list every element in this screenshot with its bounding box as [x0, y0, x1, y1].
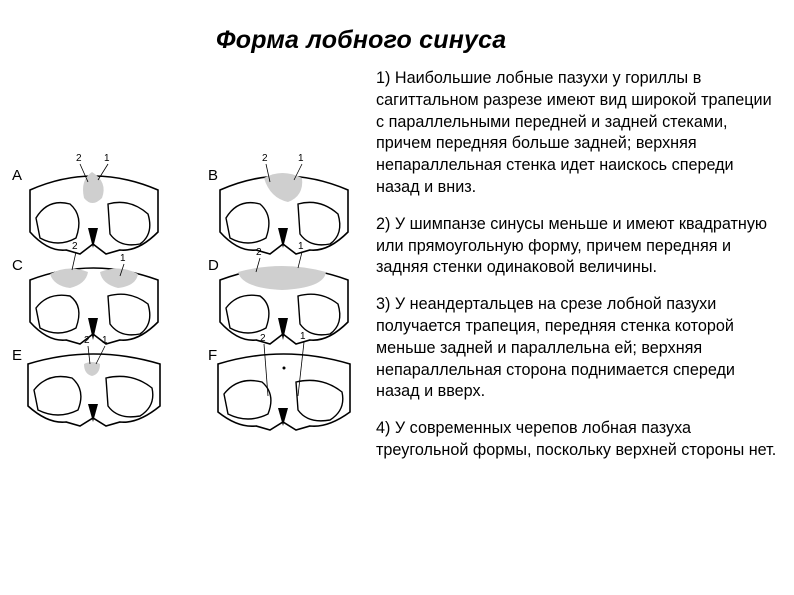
- text-column: [376, 68, 780, 477]
- paragraph-chimpanzee: 2) У шимпанзе синусы меньше и имеют квадратную или прямоугольную форму, причем передняя и задняя стенки одинаковой величины.: [376, 214, 768, 277]
- panel-label: E: [12, 347, 23, 364]
- skull-section-drawing: [8, 336, 178, 444]
- skull-section-drawing: [8, 242, 178, 350]
- marker-2: 2: [256, 247, 262, 258]
- marker-1: 1: [120, 253, 126, 264]
- marker-2: 2: [72, 241, 78, 252]
- marker-2: 2: [76, 153, 82, 164]
- paragraph-neanderthal: 3) У неандертальцев на срезе лобной пазухи получается трапеция, передняя стенка которой меньше задней и параллельна ей; верхняя непараллельная сторона поднимается спереди назад и вверх.: [376, 295, 735, 401]
- panel-f: [198, 331, 368, 444]
- marker-2: 2: [84, 335, 90, 346]
- panel-label: F: [208, 347, 218, 364]
- slide-title: Форма лобного синуса: [216, 26, 507, 54]
- marker-1: 1: [104, 153, 110, 164]
- frontal-sinus-figure: [0, 140, 360, 580]
- skull-section-drawing: [198, 242, 368, 350]
- panel-c: [8, 242, 178, 350]
- skull-section-drawing: [198, 333, 368, 444]
- marker-1: 1: [298, 153, 304, 164]
- marker-2: 2: [262, 153, 268, 164]
- panel-d: [198, 242, 368, 350]
- panel-label: D: [208, 257, 219, 274]
- panel-label: B: [208, 167, 219, 184]
- paragraph-modern: 4) У современных черепов лобная пазуха треугольной формы, поскольку верхней стороны нет.: [376, 419, 777, 459]
- marker-1: 1: [298, 241, 304, 252]
- marker-2: 2: [260, 333, 266, 344]
- marker-1: 1: [300, 331, 306, 342]
- marker-1: 1: [102, 335, 108, 346]
- panel-e: [8, 336, 178, 444]
- paragraph-gorilla: 1) Наибольшие лобные пазухи у гориллы в сагиттальном разрезе имеют вид широкой трапеции с параллельными передней и задней стеками, причем передняя больше задней; верхняя непараллельная стенка идет наискось спереди назад и вниз.: [376, 69, 772, 196]
- panel-label: A: [12, 167, 23, 184]
- panel-label: C: [12, 257, 23, 274]
